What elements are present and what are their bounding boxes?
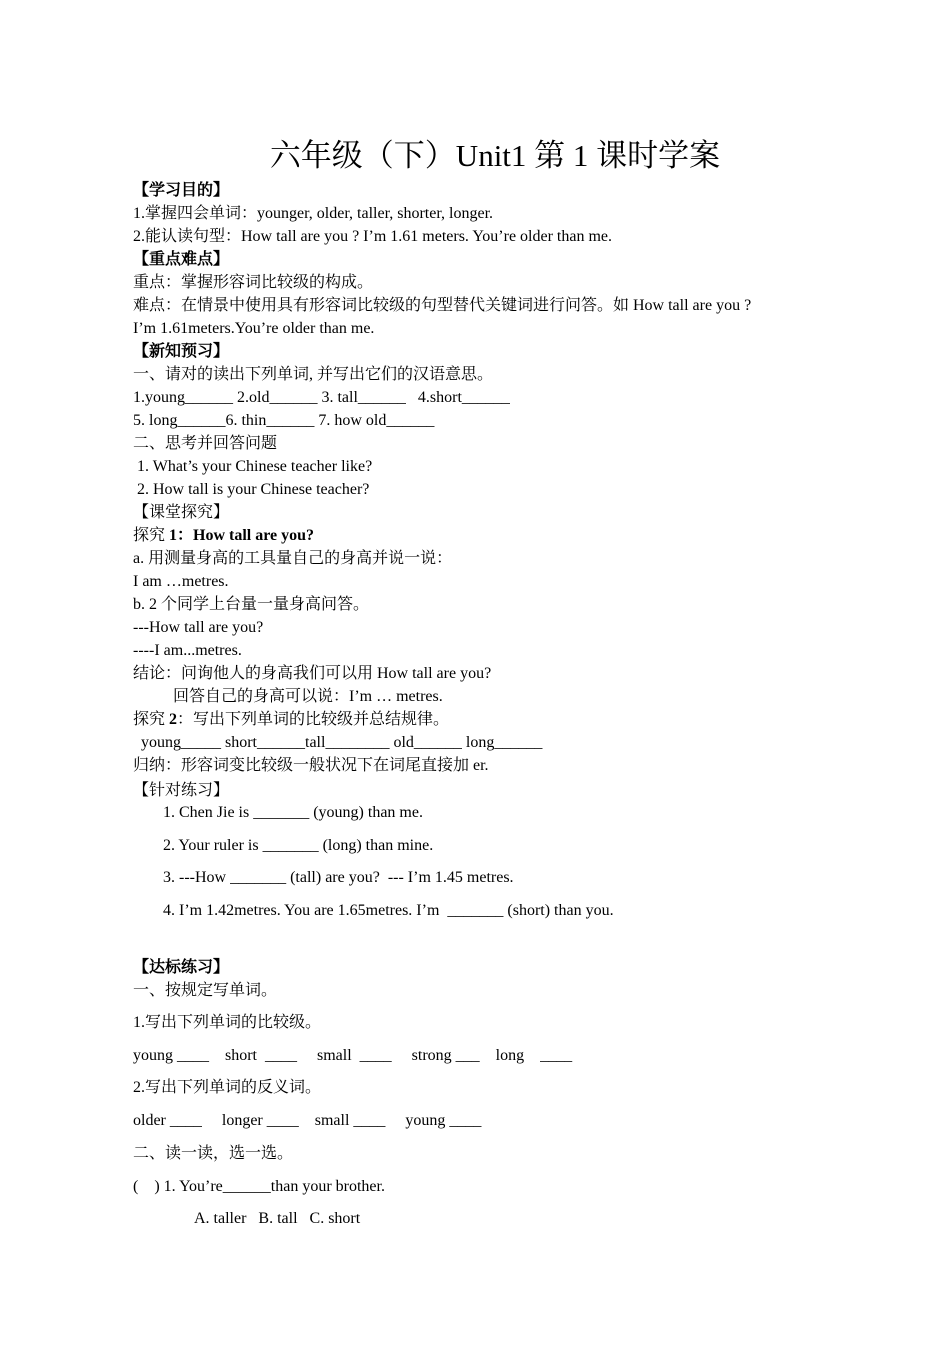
conclusion-line: 结论：问询他人的身高我们可以用 How tall are you? <box>133 665 492 682</box>
choice-options: A. taller B. tall C. short <box>194 1210 361 1227</box>
conclusion-line: 回答自己的身高可以说：I’m … metres. <box>133 688 443 705</box>
vocab-row: 1.young______ 2.old______ 3. tall______ 4.short______ <box>133 389 510 406</box>
practice-heading: 【针对练习】 <box>133 782 230 799</box>
preview-heading: 【新知预习】 <box>133 343 230 360</box>
page-title: 六年级（下）Unit1 第 1 课时学案 <box>269 138 721 173</box>
assessment-part2-title: 二、读一读，选一选。 <box>133 1145 294 1162</box>
choice-question: ( ) 1. You’re______than your brother. <box>133 1178 385 1195</box>
objective-item: 2.能认读句型：How tall are you ? I’m 1.61 meters. You’re older than me. <box>133 228 613 245</box>
preview-question: 1. What’s your Chinese teacher like? <box>133 458 373 475</box>
comparative-words: young_____ short______tall________ old______ long______ <box>133 734 543 751</box>
explore-1-prefix: 探究 <box>133 527 170 544</box>
preview-question: 2. How tall is your Chinese teacher? <box>133 481 370 498</box>
practice-item: 1. Chen Jie is _______ (young) than me. <box>163 804 423 821</box>
key-points-heading: 【重点难点】 <box>133 251 230 268</box>
explore-2-title <box>133 709 449 731</box>
practice-item: 3. ---How _______ (tall) are you? --- I’m 1.45 metres. <box>163 869 514 886</box>
assessment-sub2-words: older ____ longer ____ small ____ young ____ <box>133 1112 482 1129</box>
explore-step-a: a. 用测量身高的工具量自己的身高并说一说： <box>133 550 453 567</box>
difficulty-point: 难点：在情景中使用具有形容词比较级的句型替代关键词进行问答。如 How tall are you ? <box>133 297 752 314</box>
preview-part2-title: 二、思考并回答问题 <box>133 435 278 452</box>
explore-heading: 【课堂探究】 <box>133 504 230 521</box>
vocab-row: 5. long______6. thin______ 7. how old______ <box>133 412 435 429</box>
assessment-heading: 【达标练习】 <box>133 959 230 976</box>
difficulty-point-cont: I’m 1.61meters.You’re older than me. <box>133 320 375 337</box>
preview-part1-title: 一、请对的读出下列单词, 并写出它们的汉语意思。 <box>133 366 494 383</box>
summary-line: 归纳：形容词变比较级一般状况下在词尾直接加 er. <box>133 757 489 774</box>
explore-2-instruction: ：写出下列单词的比较级并总结规律。 <box>177 711 450 728</box>
explore-2-prefix: 探究 <box>133 711 170 728</box>
explore-1-question: 1：How tall are you? <box>169 527 315 544</box>
assessment-sub2: 2.写出下列单词的反义词。 <box>133 1079 322 1096</box>
key-point: 重点：掌握形容词比较级的构成。 <box>133 274 374 291</box>
explore-step-b: b. 2 个同学上台量一量身高问答。 <box>133 596 370 613</box>
assessment-sub1-words: young ____ short ____ small ____ strong ___ long ____ <box>133 1047 573 1064</box>
assessment-sub1: 1.写出下列单词的比较级。 <box>133 1014 322 1031</box>
explore-step-a-answer: I am …metres. <box>133 573 229 590</box>
objectives-heading: 【学习目的】 <box>133 182 230 199</box>
objective-item: 1.掌握四会单词：younger, older, taller, shorter, longer. <box>133 205 494 222</box>
assessment-part1-title: 一、按规定写单词。 <box>133 982 278 999</box>
practice-item: 4. I’m 1.42metres. You are 1.65metres. I’m _______ (short) than you. <box>163 902 614 919</box>
dialog-line: ----I am...metres. <box>133 642 242 659</box>
dialog-line: ---How tall are you? <box>133 619 264 636</box>
practice-item: 2. Your ruler is _______ (long) than mine. <box>163 837 434 854</box>
explore-2-number: 2 <box>169 711 178 728</box>
explore-1-title <box>133 525 314 547</box>
